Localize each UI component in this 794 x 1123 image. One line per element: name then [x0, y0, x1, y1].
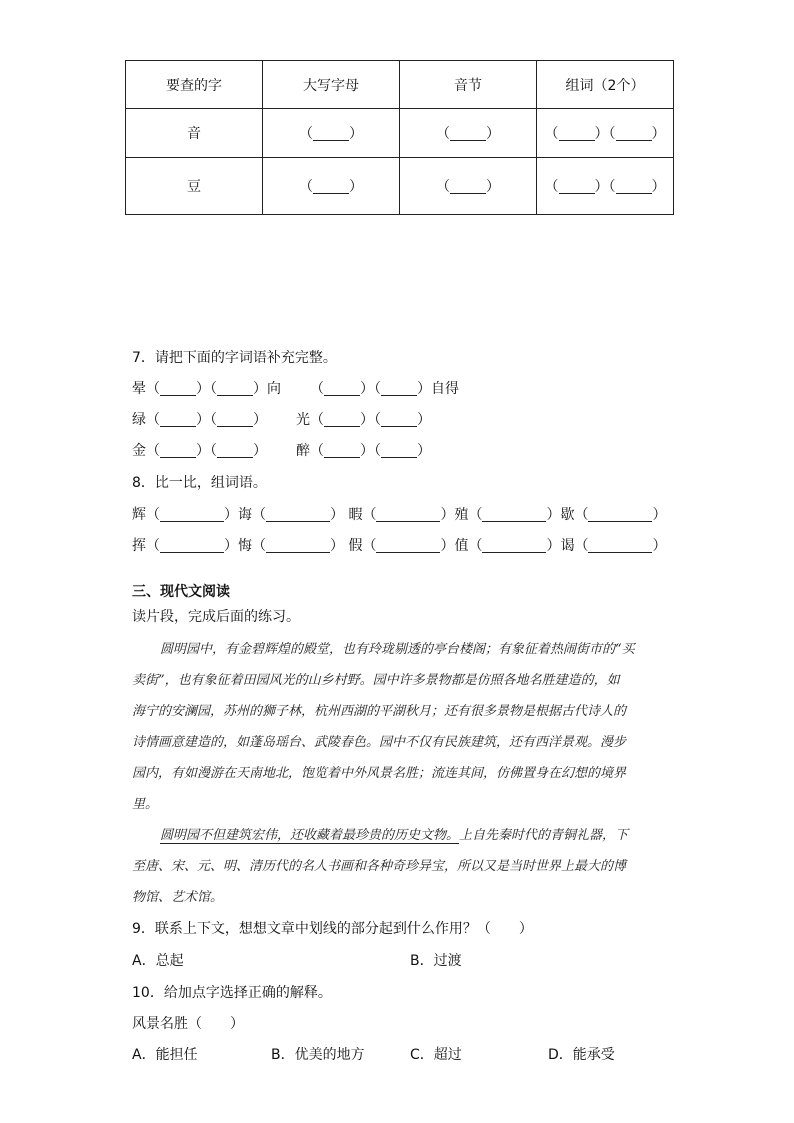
q8-row-1: 辉（ ）诲（ ） 暇（ ）殖（ ）歇（ ）: [132, 507, 667, 523]
capital-blank[interactable]: （ ）: [263, 158, 400, 215]
q9-title: 9．联系上下文，想想文章中划线的部分起到什么作用？（ ）: [132, 921, 533, 937]
q7-line-3: 金（ ）（ ）: [132, 443, 267, 459]
header-capital: 大写字母: [263, 61, 400, 109]
q10-option-c[interactable]: C．超过: [410, 1047, 462, 1063]
row-char: 音: [126, 109, 263, 158]
character-lookup-table: [125, 60, 674, 215]
passage-p2-line: 物馆、艺术馆。: [132, 890, 224, 905]
q8-row-2: 挥（ ）悔（ ） 假（ ）值（ ）谒（ ）: [132, 538, 667, 554]
q7-line-2: 绿（ ）（ ）: [132, 412, 267, 428]
underlined-sentence: 圆明园不但建筑宏伟，还收藏着最珍贵的历史文物。: [160, 828, 460, 843]
q10-option-b[interactable]: B．优美的地方: [271, 1047, 365, 1063]
q7-line-2b: 光（ ）（ ）: [296, 412, 431, 428]
reading-intro: 读片段，完成后面的练习。: [132, 609, 300, 625]
q7-title: 7．请把下面的字词语补充完整。: [132, 350, 337, 366]
words-blank[interactable]: （ ）（ ）: [537, 109, 674, 158]
passage-p1-line: 卖街”，也有象征着田园风光的山乡村野。园中许多景物都是仿照各地名胜建造的，如: [132, 673, 620, 688]
q10-word: 风景名胜（ ）: [132, 1016, 244, 1032]
q7-line-3b: 醉（ ）（ ）: [296, 443, 431, 459]
q10-option-d[interactable]: D．能承受: [548, 1047, 615, 1063]
q7-line-1: 晕（ ）（ ）向: [132, 381, 281, 397]
passage-p1-line: 海宁的安澜园，苏州的狮子林，杭州西湖的平湖秋月；还有很多景物是根据古代诗人的: [132, 704, 627, 719]
q9-option-a[interactable]: A．总起: [132, 953, 184, 969]
capital-blank[interactable]: （ ）: [263, 109, 400, 158]
q10-title: 10．给加点字选择正确的解释。: [132, 985, 332, 1001]
row-char: 豆: [126, 158, 263, 215]
passage-p2-line: 至唐、宋、元、明、清历代的名人书画和各种奇珍异宝，所以又是当时世界上最大的博: [132, 859, 627, 874]
syllable-blank[interactable]: （ ）: [400, 109, 537, 158]
q7-line-1b: （ ）（ ）自得: [310, 381, 459, 397]
q8-title: 8．比一比，组词语。: [132, 475, 267, 491]
section-3-title: 三、现代文阅读: [132, 584, 230, 600]
q9-option-b[interactable]: B．过渡: [410, 953, 462, 969]
passage-p1-line: 圆明园中，有金碧辉煌的殿堂，也有玲珑剔透的亭台楼阁；有象征着热闹街市的“买: [160, 642, 635, 657]
passage-p2-line: 圆明园不但建筑宏伟，还收藏着最珍贵的历史文物。上自先秦时代的青铜礼器，下: [160, 828, 629, 843]
header-char: 要查的字: [126, 61, 263, 109]
passage-p1-line: 园内，有如漫游在天南地北，饱览着中外风景名胜；流连其间，仿佛置身在幻想的境界: [132, 766, 627, 781]
header-words: 组词（2个）: [537, 61, 674, 109]
syllable-blank[interactable]: （ ）: [400, 158, 537, 215]
q10-option-a[interactable]: A．能担任: [132, 1047, 198, 1063]
passage-p1-line: 诗情画意建造的，如蓬岛瑶台、武陵春色。园中不仅有民族建筑，还有西洋景观。漫步: [132, 735, 627, 750]
header-syllable: 音节: [400, 61, 537, 109]
words-blank[interactable]: （ ）（ ）: [537, 158, 674, 215]
passage-p1-line: 里。: [132, 797, 159, 812]
